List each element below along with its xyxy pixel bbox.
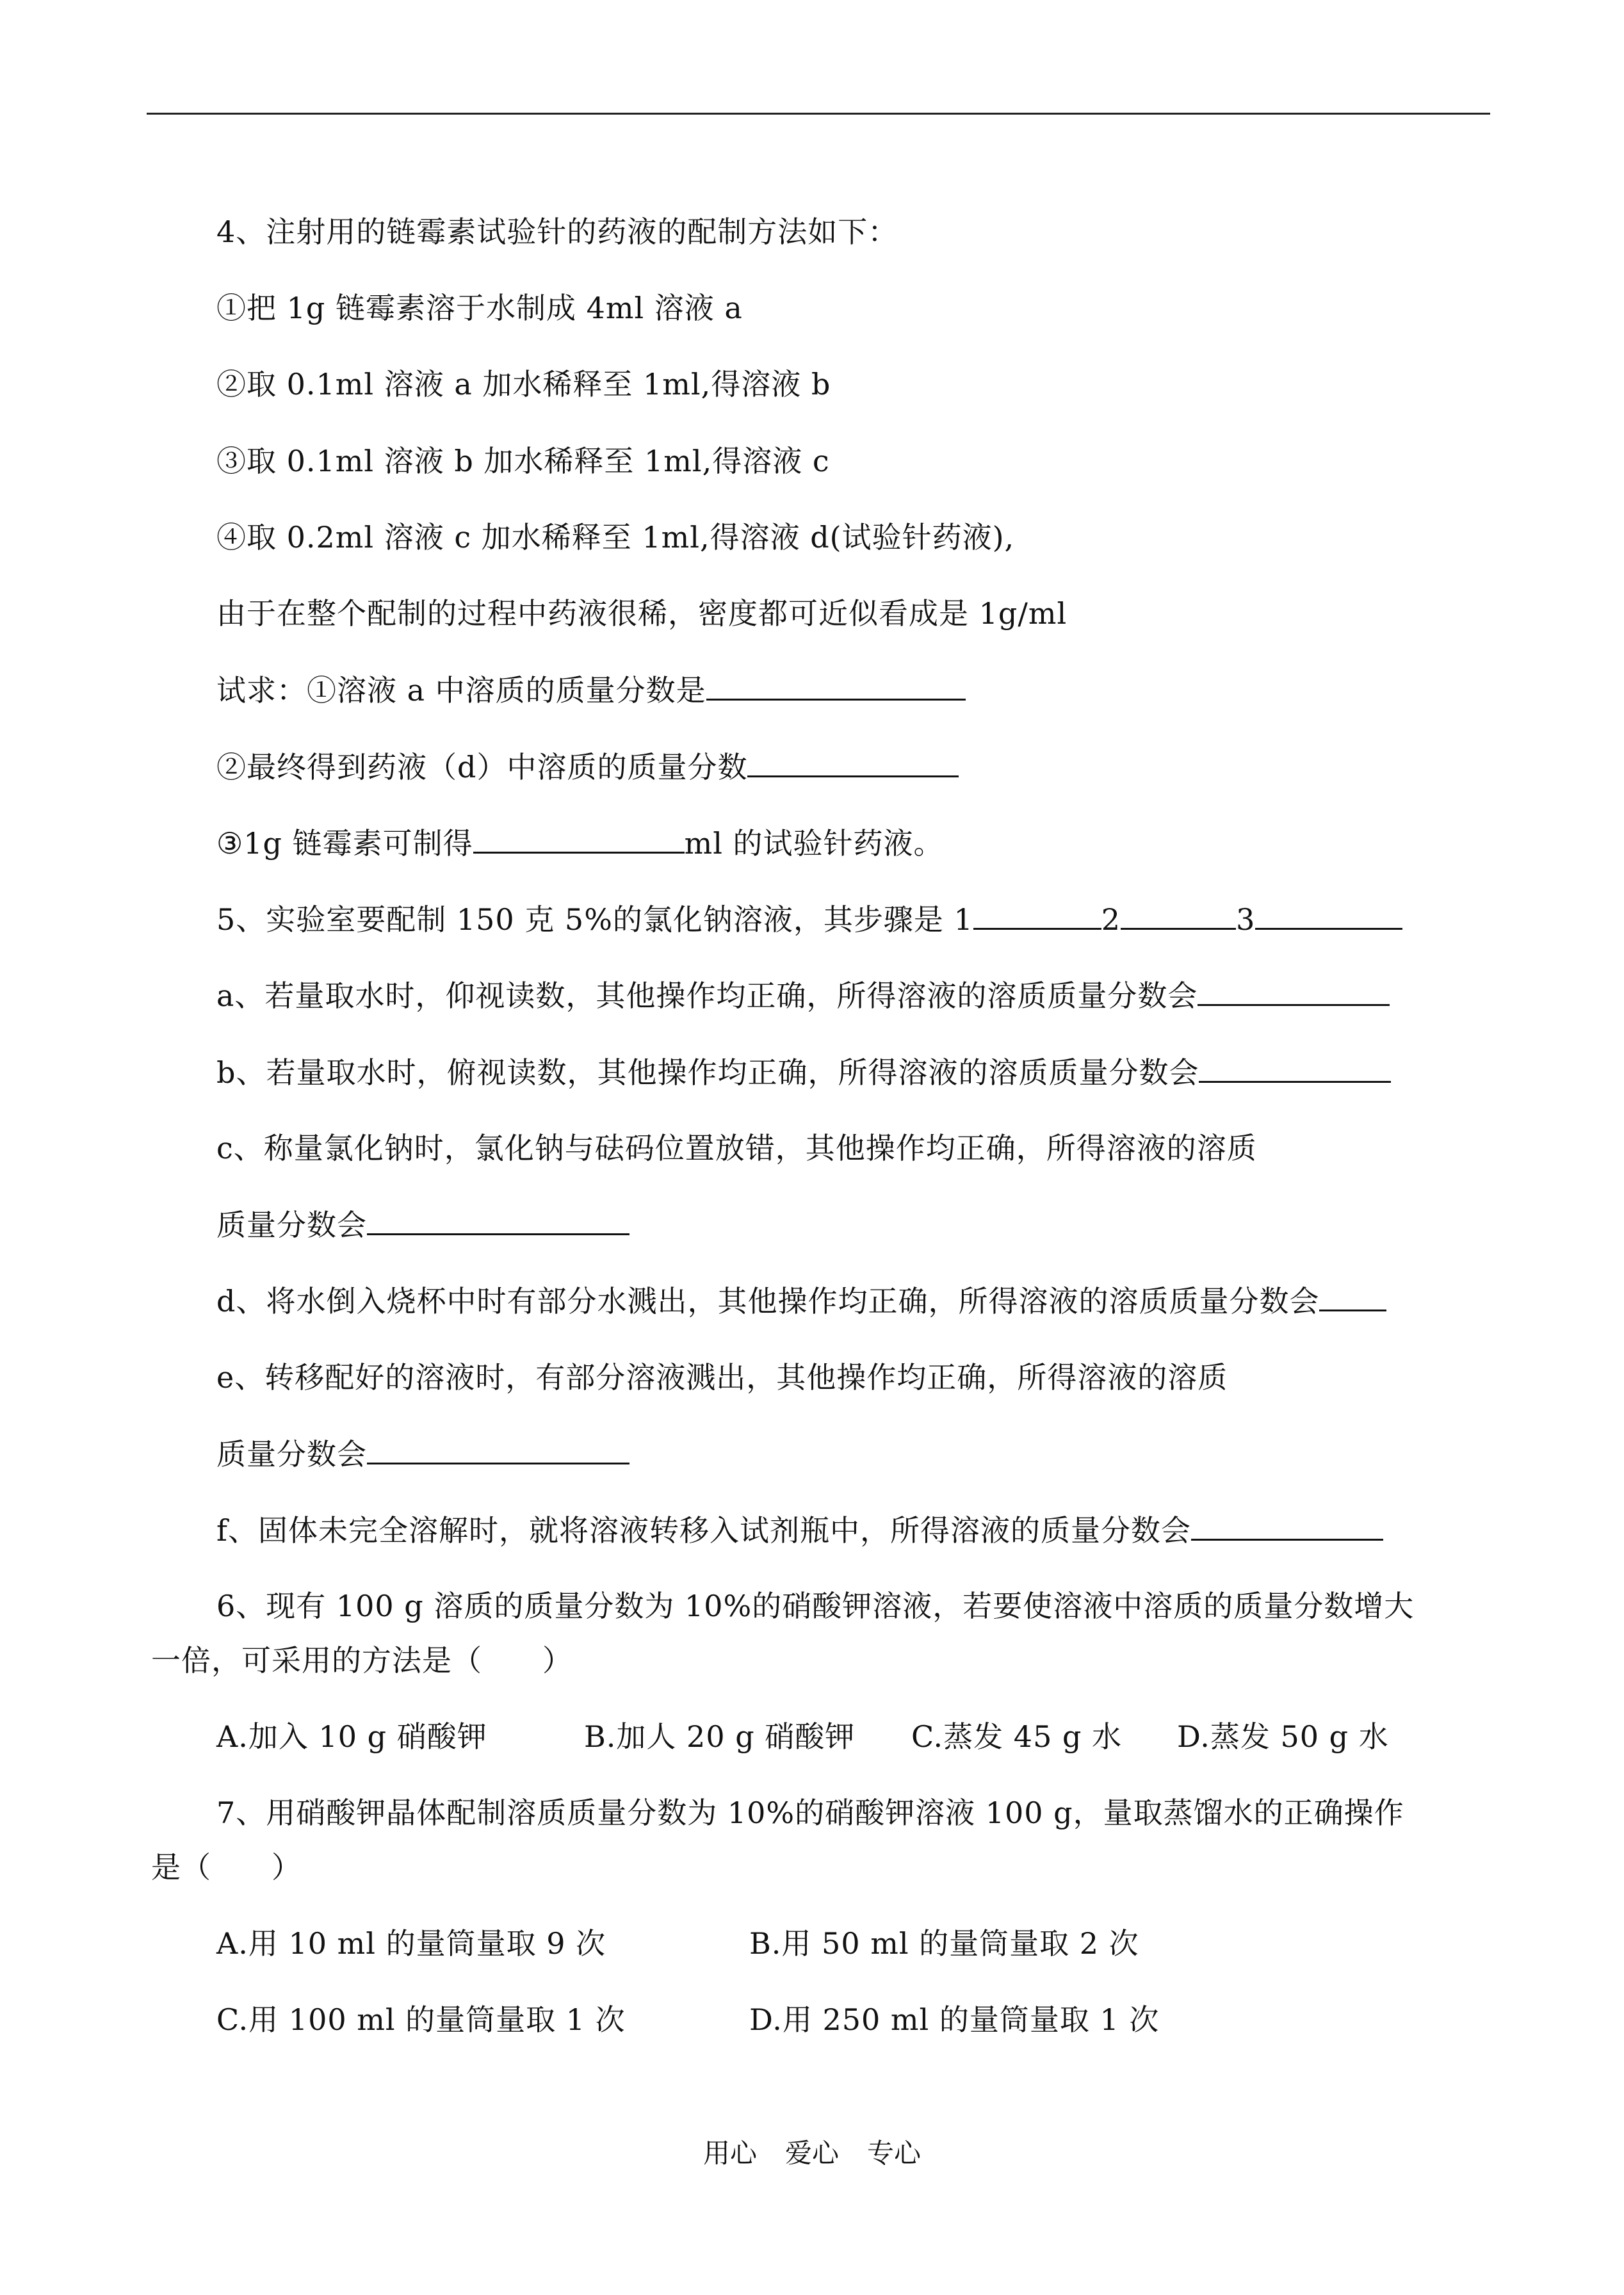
q5-c-line2 [216,1205,629,1244]
q4-ask-2 [216,747,959,786]
q5-step-2-label: 2 [1101,902,1121,937]
q4-ask-3-pre: ③1g 链霉素可制得 [216,826,473,861]
q4-note: 由于在整个配制的过程中药液很稀，密度都可近似看成是 1g/ml [216,596,1068,631]
footer-word-1: 用心 [702,2137,757,2169]
answer-blank[interactable] [473,823,685,854]
q4-ask-1-text: 试求：①溶液 a 中溶质的质量分数是 [216,673,706,708]
q7-option-c[interactable]: C.用 100 ml 的量筒量取 1 次 [216,2002,626,2037]
answer-blank[interactable] [1199,1053,1391,1083]
q5-b-text: b、若量取水时，俯视读数，其他操作均正确，所得溶液的溶质质量分数会 [216,1055,1199,1090]
footer-word-2: 爱心 [784,2137,839,2169]
q4-ask-2-text: ②最终得到药液（d）中溶质的质量分数 [216,750,748,784]
answer-blank[interactable] [367,1205,629,1235]
answer-blank[interactable] [747,747,959,777]
q6-option-a[interactable]: A.加入 10 g 硝酸钾 [216,1719,487,1754]
answer-blank[interactable] [1198,976,1390,1006]
q5-e-line1: e、转移配好的溶液时，有部分溶液溅出，其他操作均正确，所得溶液的溶质 [216,1360,1228,1395]
q5-c-line1: c、称量氯化钠时，氯化钠与砝码位置放错，其他操作均正确，所得溶液的溶质 [216,1131,1257,1165]
q6-line2: 一倍，可采用的方法是（ ） [151,1643,572,1678]
q5-step-3-label: 3 [1236,902,1256,937]
q4-step-1: ①把 1g 链霉素溶于水制成 4ml 溶液 a [216,291,743,325]
step-3-blank[interactable] [1255,900,1402,930]
footer-word-3: 专心 [867,2137,922,2169]
q5-c-line2-text: 质量分数会 [216,1208,367,1242]
q5-d-text: d、将水倒入烧杯中时有部分水溅出，其他操作均正确，所得溶液的溶质质量分数会 [216,1284,1320,1318]
q5-title [216,900,1402,939]
q5-e-line2 [216,1434,629,1473]
answer-blank[interactable] [706,670,966,701]
q5-a-text: a、若量取水时，仰视读数，其他操作均正确，所得溶液的溶质质量分数会 [216,978,1198,1013]
q4-step-2: ②取 0.1ml 溶液 a 加水稀释至 1ml,得溶液 b [216,367,831,401]
header-rule [147,113,1490,115]
answer-blank[interactable] [1319,1281,1386,1311]
q5-e-line2-text: 质量分数会 [216,1437,367,1472]
q7-line2: 是（ ） [151,1850,302,1885]
q4-step-4: ④取 0.2ml 溶液 c 加水稀释至 1ml,得溶液 d(试验针药液), [216,520,1015,555]
q4-ask-1 [216,670,966,710]
q5-f [216,1511,1383,1550]
q6-line1: 6、现有 100 g 溶质的质量分数为 10%的硝酸钾溶液，若要使溶液中溶质的质量分数增大 [216,1589,1415,1623]
q5-f-text: f、固体未完全溶解时，就将溶液转移入试剂瓶中，所得溶液的质量分数会 [216,1513,1192,1548]
q5-b [216,1053,1391,1092]
step-2-blank[interactable] [1121,900,1236,930]
page-footer [0,2136,1624,2171]
q7-option-b[interactable]: B.用 50 ml 的量筒量取 2 次 [749,1926,1139,1961]
q5-title-text: 5、实验室要配制 150 克 5%的氯化钠溶液，其步骤是 1 [216,902,973,937]
q7-option-d[interactable]: D.用 250 ml 的量筒量取 1 次 [749,2002,1160,2037]
q5-a [216,976,1390,1015]
step-1-blank[interactable] [973,900,1101,930]
q4-step-3: ③取 0.1ml 溶液 b 加水稀释至 1ml,得溶液 c [216,444,830,478]
answer-blank[interactable] [367,1434,629,1464]
q4-ask-3-post: ml 的试验针药液。 [684,826,944,861]
q4-ask-3 [216,823,944,863]
q6-option-d[interactable]: D.蒸发 50 g 水 [1177,1719,1389,1754]
q7-option-a[interactable]: A.用 10 ml 的量筒量取 9 次 [216,1926,606,1961]
q4-title: 4、注射用的链霉素试验针的药液的配制方法如下： [216,215,898,249]
q6-option-b[interactable]: B.加人 20 g 硝酸钾 [584,1719,856,1754]
q5-d [216,1281,1386,1320]
answer-blank[interactable] [1191,1511,1383,1541]
q6-option-c[interactable]: C.蒸发 45 g 水 [911,1719,1123,1754]
q7-line1: 7、用硝酸钾晶体配制溶质质量分数为 10%的硝酸钾溶液 100 g，量取蒸馏水的正确操作 [216,1796,1404,1830]
